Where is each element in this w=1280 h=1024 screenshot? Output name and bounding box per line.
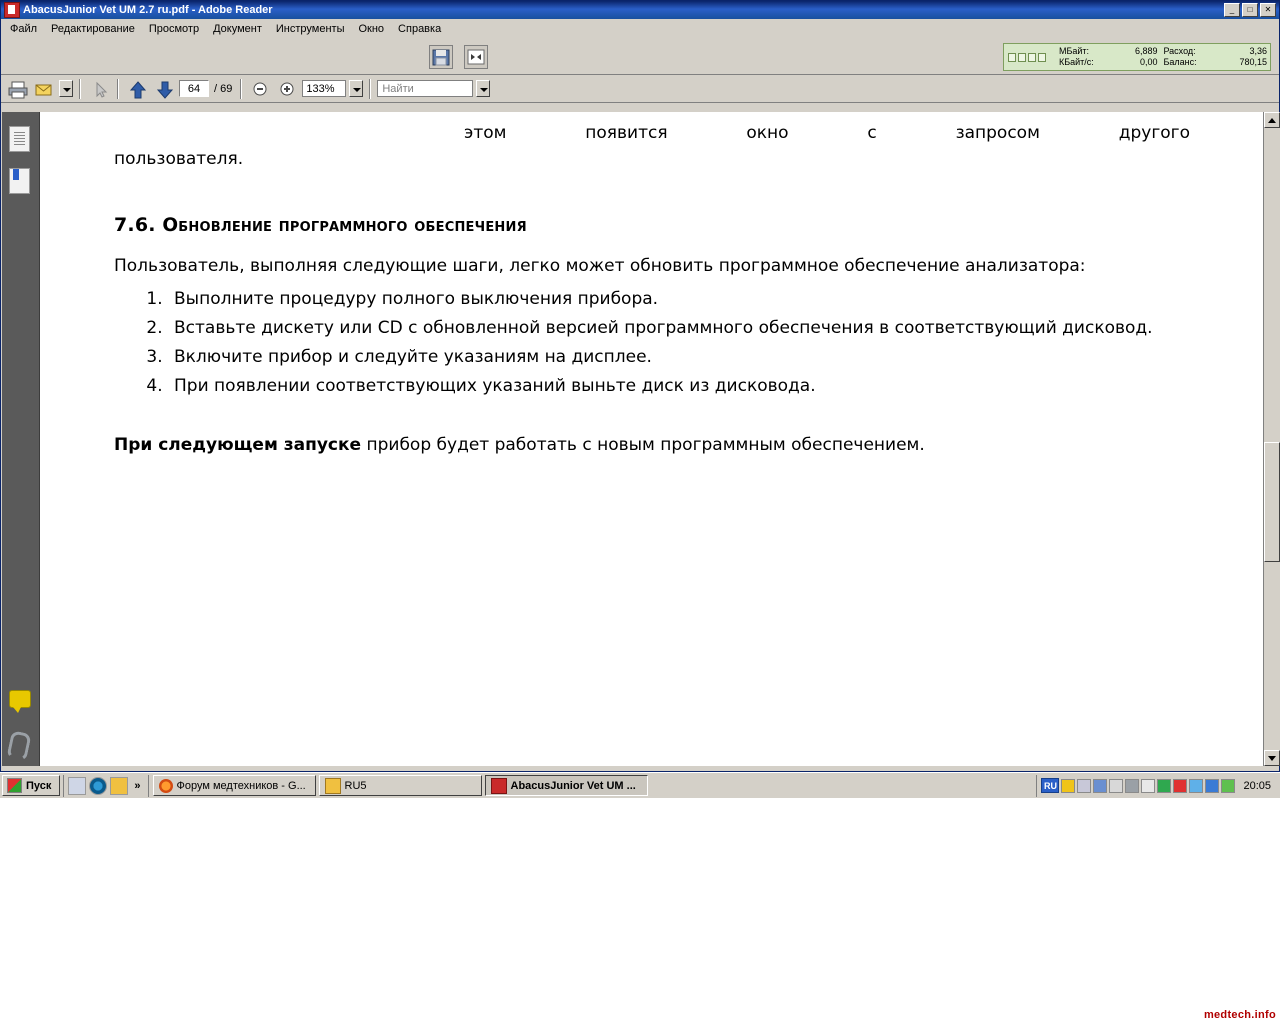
find-input[interactable]: Найти bbox=[377, 80, 473, 97]
find-dropdown-arrow[interactable] bbox=[476, 80, 490, 97]
mbyte-label: МБайт: bbox=[1059, 46, 1090, 56]
toolbar-primary bbox=[1, 40, 1279, 75]
zoom-out-icon[interactable] bbox=[248, 78, 272, 100]
watermark: medtech.info bbox=[1203, 1009, 1276, 1021]
list-item: 2. Вставьте дискету или CD с обновленной версией программного обеспечения в соответствующий дисковод. bbox=[168, 314, 1190, 343]
spend-label: Расход: bbox=[1163, 46, 1196, 56]
taskbar-item-label: Форум медтехников - G... bbox=[176, 779, 306, 792]
internet-explorer-icon[interactable] bbox=[89, 777, 107, 795]
toolbar-separator bbox=[117, 79, 119, 99]
cut-word: появится bbox=[585, 123, 668, 143]
taskbar bbox=[0, 772, 1280, 798]
firefox-icon bbox=[159, 779, 173, 793]
pages-panel-icon[interactable] bbox=[9, 126, 31, 152]
cut-off-paragraph bbox=[114, 112, 1190, 172]
table-row bbox=[1056, 57, 1270, 68]
start-button[interactable] bbox=[2, 775, 60, 796]
window-title: AbacusJunior Vet UM 2.7 ru.pdf - Adobe Reader bbox=[23, 4, 273, 16]
mbyte-value: 6,889 bbox=[1134, 46, 1158, 56]
email-icon[interactable] bbox=[32, 78, 56, 100]
attachments-panel-icon[interactable] bbox=[9, 732, 31, 758]
title-bar bbox=[1, 1, 1279, 19]
windows-flag-icon bbox=[7, 778, 22, 793]
intro-paragraph: Пользователь, выполняя следующие шаги, легко может обновить программное обеспечение анализатора: bbox=[114, 256, 1086, 276]
taskbar-item-label: AbacusJunior Vet UM ... bbox=[510, 779, 636, 792]
acrobat-icon bbox=[491, 778, 507, 794]
tray-icon[interactable] bbox=[1157, 779, 1171, 793]
tray-icon[interactable] bbox=[1173, 779, 1187, 793]
closing-rest-text: прибор будет работать с новым программным обеспечением. bbox=[361, 435, 925, 455]
menu-item-tools[interactable]: Инструменты bbox=[275, 23, 345, 35]
acrobat-icon bbox=[4, 2, 20, 18]
folder-icon[interactable] bbox=[110, 777, 128, 795]
window-controls[interactable] bbox=[1224, 3, 1277, 17]
vertical-scrollbar[interactable] bbox=[1263, 112, 1280, 766]
tray-icon[interactable] bbox=[1109, 779, 1123, 793]
traffic-meter bbox=[1003, 43, 1271, 71]
taskbar-item-abacus-pdf[interactable] bbox=[485, 775, 648, 796]
yandex-icon[interactable] bbox=[1061, 779, 1075, 793]
cut-word: окно bbox=[746, 123, 789, 143]
kbytes-label: КБайт/с: bbox=[1059, 57, 1094, 67]
scrollbar-thumb[interactable] bbox=[1264, 442, 1280, 562]
tray-icon[interactable] bbox=[1093, 779, 1107, 793]
pdf-page-view[interactable] bbox=[40, 112, 1264, 766]
tray-icon[interactable] bbox=[1205, 779, 1219, 793]
menu-item-file[interactable]: Файл bbox=[10, 23, 38, 35]
spend-value: 3,36 bbox=[1249, 46, 1267, 56]
fullscreen-toolbar-button[interactable] bbox=[464, 45, 488, 69]
list-item: 3. Включите прибор и следуйте указаниям на дисплее. bbox=[168, 343, 1190, 372]
print-icon[interactable] bbox=[5, 78, 29, 100]
folder-icon bbox=[325, 778, 341, 794]
pdf-page bbox=[40, 112, 1264, 458]
cut-off-line-2: пользователя. bbox=[114, 149, 244, 169]
section-title: Обновление программного обеспечения bbox=[162, 215, 527, 236]
tray-icon[interactable] bbox=[1125, 779, 1139, 793]
show-desktop-icon[interactable] bbox=[68, 777, 86, 795]
menu-item-document[interactable]: Документ bbox=[213, 23, 262, 35]
menu-bar bbox=[1, 19, 1279, 40]
select-tool-icon[interactable] bbox=[87, 78, 111, 100]
kbytes-value: 0,00 bbox=[1139, 57, 1158, 67]
menu-item-view[interactable]: Просмотр bbox=[148, 23, 200, 35]
save-toolbar-button[interactable] bbox=[429, 45, 453, 69]
menu-item-help[interactable]: Справка bbox=[398, 23, 442, 35]
cut-word: с bbox=[867, 123, 877, 143]
cut-off-line-1 bbox=[114, 120, 1190, 146]
balance-label: Баланс: bbox=[1163, 57, 1197, 67]
zoom-dropdown-arrow[interactable] bbox=[349, 80, 363, 97]
cut-word: другого bbox=[1118, 123, 1190, 143]
led-indicator bbox=[1038, 53, 1046, 62]
cut-word: запросом bbox=[955, 123, 1040, 143]
system-tray bbox=[1036, 775, 1280, 797]
list-item: 1. Выполните процедуру полного выключения прибора. bbox=[168, 285, 1190, 314]
toolbar-separator bbox=[240, 79, 242, 99]
closing-bold-text: При следующем запуске bbox=[114, 435, 362, 455]
led-indicator bbox=[1028, 53, 1036, 62]
minimize-button[interactable]: _ bbox=[1224, 3, 1240, 17]
cut-word: этом bbox=[464, 123, 507, 143]
led-indicator bbox=[1018, 53, 1026, 62]
bookmarks-panel-icon[interactable] bbox=[9, 168, 31, 194]
closing-paragraph bbox=[114, 433, 1190, 458]
menu-item-edit[interactable]: Редактирование bbox=[51, 23, 135, 35]
tray-icon[interactable] bbox=[1221, 779, 1235, 793]
tray-icon[interactable] bbox=[1189, 779, 1203, 793]
clock[interactable]: 20:05 bbox=[1243, 779, 1271, 792]
scroll-down-button[interactable] bbox=[1264, 750, 1280, 766]
language-indicator[interactable]: RU bbox=[1041, 778, 1059, 793]
email-dropdown-arrow[interactable] bbox=[59, 80, 73, 97]
zoom-in-icon[interactable] bbox=[275, 78, 299, 100]
traffic-leds bbox=[1004, 53, 1056, 62]
tray-icon[interactable] bbox=[1141, 779, 1155, 793]
quick-launch-bar bbox=[63, 775, 148, 797]
tray-icon[interactable] bbox=[1077, 779, 1091, 793]
previous-page-icon[interactable] bbox=[125, 78, 149, 100]
toolbar-secondary bbox=[1, 75, 1279, 103]
close-button[interactable]: ✕ bbox=[1260, 3, 1276, 17]
steps-list bbox=[114, 285, 1190, 401]
zoom-level-input[interactable]: 133% bbox=[302, 80, 346, 97]
taskbar-item-ru5[interactable] bbox=[319, 775, 482, 796]
traffic-values-table bbox=[1056, 46, 1270, 68]
task-list bbox=[149, 775, 1037, 796]
maximize-button[interactable]: □ bbox=[1242, 3, 1258, 17]
table-row bbox=[1056, 46, 1270, 57]
next-page-icon[interactable] bbox=[152, 78, 176, 100]
scroll-up-button[interactable] bbox=[1264, 112, 1280, 128]
section-number: 7.6. bbox=[114, 214, 156, 236]
document-area bbox=[2, 112, 1280, 766]
section-heading bbox=[114, 214, 1190, 236]
toolbar-separator bbox=[369, 79, 371, 99]
toolbar-separator bbox=[79, 79, 81, 99]
taskbar-item-label: RU5 bbox=[344, 779, 367, 792]
navigation-pane-strip bbox=[2, 112, 40, 766]
page-total-label: / 69 bbox=[214, 82, 233, 95]
led-indicator bbox=[1008, 53, 1016, 62]
start-label: Пуск bbox=[26, 779, 52, 792]
page-number-input[interactable]: 64 bbox=[179, 80, 209, 97]
taskbar-item-forum[interactable] bbox=[153, 775, 316, 796]
menu-item-window[interactable]: Окно bbox=[358, 23, 385, 35]
comments-panel-icon[interactable] bbox=[9, 690, 31, 716]
list-item: 4. При появлении соответствующих указаний выньте диск из дисковода. bbox=[168, 372, 1190, 401]
quick-launch-more-icon[interactable]: » bbox=[134, 779, 141, 792]
balance-value: 780,15 bbox=[1239, 57, 1267, 67]
